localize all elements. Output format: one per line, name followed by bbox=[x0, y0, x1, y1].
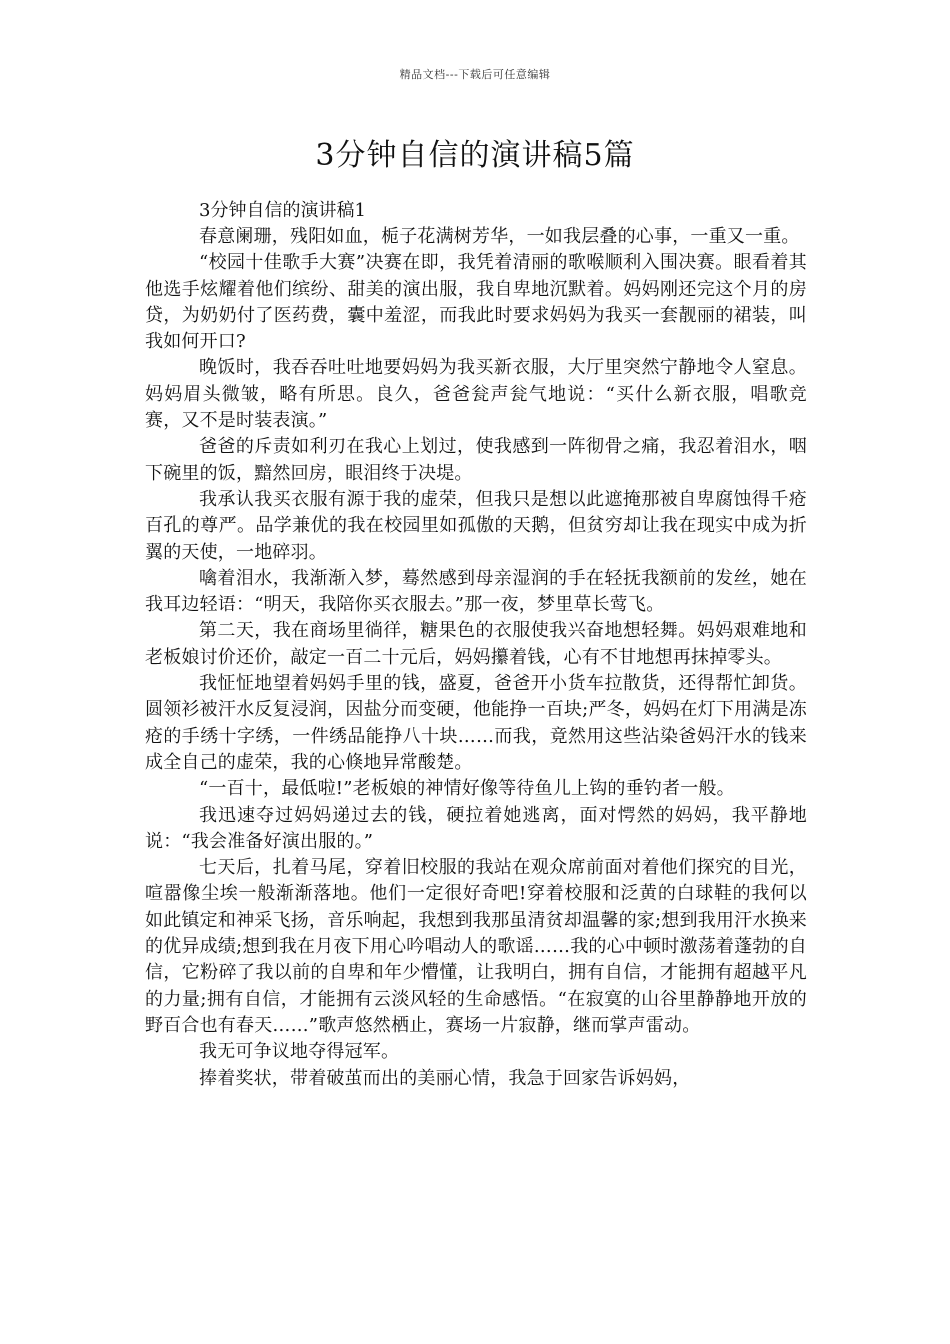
section-title: 3分钟自信的演讲稿1 bbox=[199, 200, 366, 221]
paragraph: 第二天，我在商场里徜徉，糖果色的衣服使我兴奋地想轻舞。妈妈艰难地和老板娘讨价还价，敲定一百二十元后，妈妈攥着钱，心有不甘地想再抹掉零头。 bbox=[145, 620, 807, 668]
paragraph: 晚饭时，我吞吞吐吐地要妈妈为我买新衣服，大厅里突然宁静地令人窒息。妈妈眉头微皱，略有所思。良久，爸爸瓮声瓮气地说：“买什么新衣服，唱歌竞赛，又不是时装表演。” bbox=[145, 357, 807, 432]
document-body bbox=[145, 198, 807, 1092]
paragraph: 春意阑珊，残阳如血，栀子花满树芳华，一如我层叠的心事，一重又一重。 bbox=[199, 226, 800, 247]
paragraph: “校园十佳歌手大赛”决赛在即，我凭着清丽的歌喉顺利入围决赛。眼看着其他选手炫耀着他们缤纷、甜美的演出服，我自卑地沉默着。妈妈刚还完这个月的房贷，为奶奶付了医药费，囊中羞涩，而我此时要求妈妈为我买一套靓丽的裙装，叫我如何开口? bbox=[145, 252, 807, 353]
paragraph: 爸爸的斥责如利刃在我心上划过，使我感到一阵彻骨之痛，我忍着泪水，咽下碗里的饭，黯然回房，眼泪终于决堤。 bbox=[145, 436, 807, 484]
paragraph: 捧着奖状，带着破茧而出的美丽心情，我急于回家告诉妈妈， bbox=[199, 1067, 691, 1089]
document-title: 3分钟自信的演讲稿5篇 bbox=[315, 138, 635, 173]
paragraph: 我怔怔地望着妈妈手里的钱，盛夏，爸爸开小货车拉散货，还得帮忙卸货。圆领衫被汗水反复浸润，因盐分而变硬，他能挣一百块;严冬，妈妈在灯下用满是冻疮的手绣十字绣，一件绣品能挣八十块……而我，竟然用这些沾染爸妈汗水的钱来成全自己的虚荣，我的心倏地异常酸楚。 bbox=[145, 673, 807, 773]
paragraph: 我迅速夺过妈妈递过去的钱，硬拉着她逃离，面对愕然的妈妈，我平静地说：“我会准备好演出服的。” bbox=[145, 804, 807, 852]
paragraph: “一百十，最低啦!”老板娘的神情好像等待鱼儿上钩的垂钓者一般。 bbox=[199, 778, 735, 800]
page-header-watermark: 精品文档---下载后可任意编辑 bbox=[399, 68, 551, 81]
paragraph: 我无可争议地夺得冠军。 bbox=[199, 1041, 400, 1063]
paragraph: 七天后，扎着马尾，穿着旧校服的我站在观众席前面对着他们探究的目光，喧嚣像尘埃一般渐渐落地。他们一定很好奇吧!穿着校服和泛黄的白球鞋的我何以如此镇定和神采飞扬，音乐响起，我想到我那虽清贫却温馨的家;想到我用汗水换来的优异成绩;想到我在月夜下用心吟唱动人的歌谣……我的心中顿时激荡着蓬勃的自信，它粉碎了我以前的自卑和年少懵懂，让我明白，拥有自信，才能拥有超越平凡的力量;拥有自信，才能拥有云淡风轻的生命感悟。“在寂寞的山谷里静静地开放的野百合也有春天……”歌声悠然栖止，赛场一片寂静，继而掌声雷动。 bbox=[145, 857, 807, 1036]
paragraph: 我承认我买衣服有源于我的虚荣，但我只是想以此遮掩那被自卑腐蚀得千疮百孔的尊严。品学兼优的我在校园里如孤傲的天鹅，但贫穷却让我在现实中成为折翼的天使，一地碎羽。 bbox=[145, 488, 807, 563]
paragraph: 噙着泪水，我渐渐入梦，蓦然感到母亲湿润的手在轻抚我额前的发丝，她在我耳边轻语：“明天，我陪你买衣服去。”那一夜，梦里草长莺飞。 bbox=[145, 567, 807, 616]
